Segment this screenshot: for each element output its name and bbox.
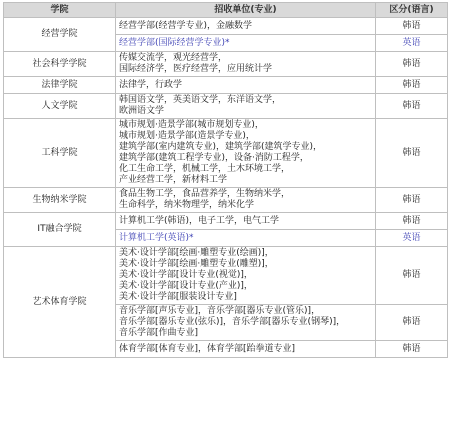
unit-line: 美术·设计学部[服装设计专业] bbox=[119, 292, 237, 302]
unit-line: 音乐学部[作曲专业] bbox=[119, 328, 199, 338]
college-cell: IT融合学院 bbox=[4, 213, 116, 247]
unit-line: 经营学部(经营学专业)，金融数学 bbox=[119, 20, 253, 31]
language-cell: 韩语 bbox=[376, 188, 448, 213]
unit-line: 体育学部[体育专业]，体育学部[跆拳道专业] bbox=[119, 343, 296, 354]
language-cell: 韩语 bbox=[376, 18, 448, 35]
units-cell bbox=[116, 188, 376, 213]
table-row bbox=[4, 119, 448, 188]
unit-line: 音乐学部[声乐专业]，音乐学部[器乐专业(管乐)]， bbox=[119, 306, 321, 316]
unit-line: 计算机工学(韩语)，电子工学，电气工学 bbox=[119, 215, 280, 226]
language-cell: 韩语 bbox=[376, 52, 448, 77]
units-cell bbox=[116, 341, 376, 358]
units-cell bbox=[116, 230, 376, 247]
unit-line: 产业经营工学，新材料工学 bbox=[119, 175, 228, 185]
units-cell bbox=[116, 94, 376, 119]
units-cell bbox=[116, 247, 376, 305]
table-row bbox=[4, 77, 448, 94]
units-cell bbox=[116, 213, 376, 230]
table-row bbox=[4, 18, 448, 35]
language-cell: 英语 bbox=[376, 35, 448, 52]
college-cell: 生物纳米学院 bbox=[4, 188, 116, 213]
unit-line: 欧洲语文学 bbox=[119, 106, 165, 116]
unit-line: 建筑学部(建筑工程学专业)，设备·消防工程学， bbox=[119, 153, 309, 163]
unit-line: 国际经济学，医疗经营学，应用统计学 bbox=[119, 64, 273, 74]
language-cell: 韩语 bbox=[376, 247, 448, 305]
unit-line: 美术·设计学部[设计专业(视觉)]， bbox=[119, 270, 253, 280]
unit-line: 美术·设计学部[绘画·雕塑专业(绘画)]， bbox=[119, 248, 274, 258]
units-cell bbox=[116, 18, 376, 35]
admissions-table-container bbox=[3, 2, 447, 358]
college-cell: 社会科学学院 bbox=[4, 52, 116, 77]
table-row bbox=[4, 247, 448, 305]
unit-line: 计算机工学(英语)* bbox=[119, 232, 194, 243]
language-cell: 韩语 bbox=[376, 77, 448, 94]
college-cell: 人文学院 bbox=[4, 94, 116, 119]
units-cell bbox=[116, 77, 376, 94]
unit-line: 音乐学部[器乐专业(弦乐)]，音乐学部[器乐专业(钢琴)]， bbox=[119, 317, 346, 327]
language-cell: 韩语 bbox=[376, 213, 448, 230]
unit-line: 城市规划·造景学部(城市规划专业)， bbox=[119, 120, 264, 130]
header-units: 招收单位(专业) bbox=[116, 3, 376, 18]
unit-line: 传媒交流学，观光经营学， bbox=[119, 53, 228, 63]
header-row bbox=[4, 3, 448, 18]
unit-line: 生命科学，纳米物理学，纳米化学 bbox=[119, 200, 255, 210]
language-cell: 韩语 bbox=[376, 94, 448, 119]
college-cell: 工科学院 bbox=[4, 119, 116, 188]
college-cell: 经营学院 bbox=[4, 18, 116, 52]
unit-line: 美术·设计学部[绘画·雕塑专业(雕塑)]， bbox=[119, 259, 274, 269]
unit-line: 美术·设计学部[设计专业(产业)]， bbox=[119, 281, 253, 291]
units-cell bbox=[116, 52, 376, 77]
table-row bbox=[4, 94, 448, 119]
admissions-table bbox=[3, 2, 448, 358]
table-row bbox=[4, 188, 448, 213]
unit-line: 食品生物工学，食品营养学，生物纳米学， bbox=[119, 189, 291, 199]
table-row bbox=[4, 52, 448, 77]
college-cell: 法律学院 bbox=[4, 77, 116, 94]
language-cell: 韩语 bbox=[376, 305, 448, 341]
units-cell bbox=[116, 305, 376, 341]
header-language: 区分(语言) bbox=[376, 3, 448, 18]
unit-line: 城市规划·造景学部(造景学专业)， bbox=[119, 131, 255, 141]
language-cell: 英语 bbox=[376, 230, 448, 247]
unit-line: 韩国语文学，英美语文学，东洋语文学， bbox=[119, 95, 282, 105]
table-row bbox=[4, 213, 448, 230]
units-cell bbox=[116, 119, 376, 188]
unit-line: 法律学，行政学 bbox=[119, 79, 183, 90]
language-cell: 韩语 bbox=[376, 119, 448, 188]
unit-line: 化工生命工学，机械工学，土木环境工学， bbox=[119, 164, 291, 174]
units-cell bbox=[116, 35, 376, 52]
header-college: 学院 bbox=[4, 3, 116, 18]
unit-line: 建筑学部(室内建筑专业)，建筑学部(建筑学专业)， bbox=[119, 142, 323, 152]
college-cell: 艺术体育学院 bbox=[4, 247, 116, 358]
language-cell: 韩语 bbox=[376, 341, 448, 358]
unit-line: 经营学部(国际经营学专业)* bbox=[119, 37, 230, 48]
